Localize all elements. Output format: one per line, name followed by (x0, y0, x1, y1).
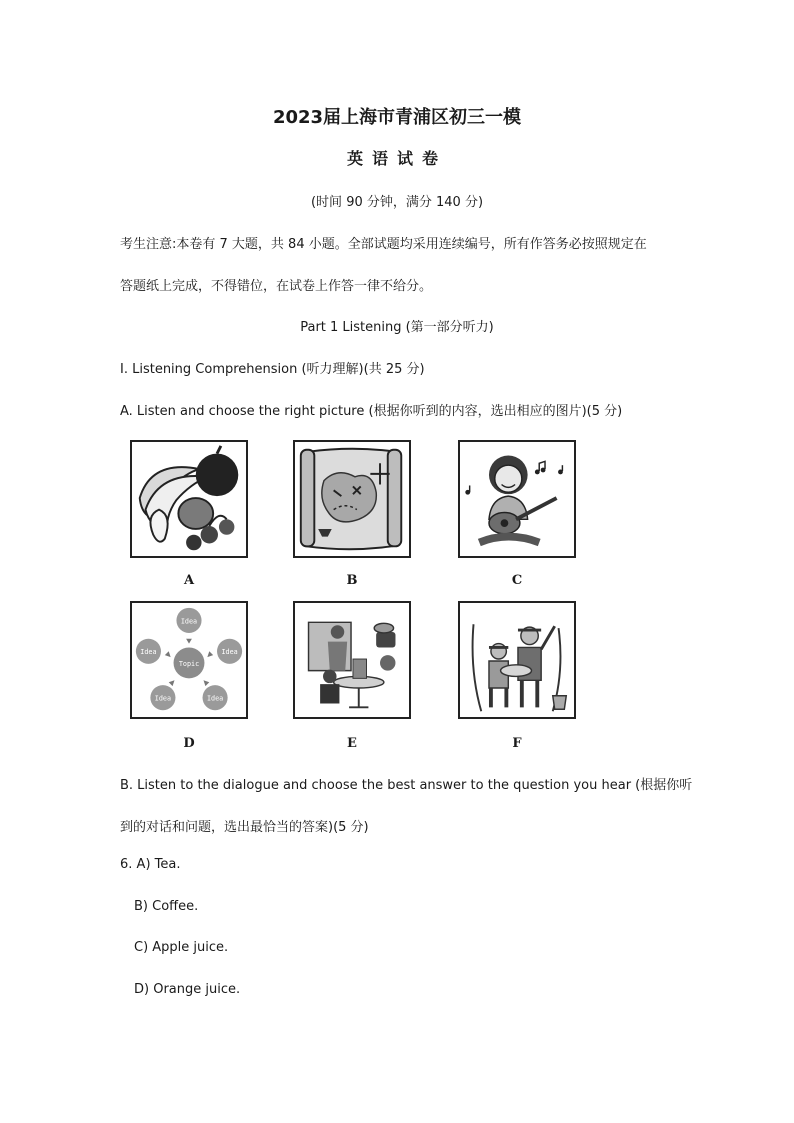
mind-map-node-text: Idea (140, 648, 157, 657)
option-d: D) Orange juice. (134, 982, 241, 997)
exam-title: 2023届上海市青浦区初三一模 (272, 107, 522, 128)
picture-f-label: F (512, 736, 522, 751)
treasure-map-icon (295, 442, 409, 556)
mind-map-node-text: Idea (154, 694, 172, 703)
section1-heading: I. Listening Comprehension (听力理解)(共 25 分) (120, 362, 425, 377)
question-6 (120, 857, 180, 872)
picture-a (130, 440, 248, 558)
mind-map-node-text: Idea (180, 617, 198, 626)
part1-heading: Part 1 Listening (第一部分听力) (300, 320, 494, 335)
sectionB-heading-line-2: 到的对话和问题，选出最恰当的答案)(5 分) (120, 820, 369, 835)
notice-line-1: 考生注意:本卷有 7 大题，共 84 小题。全部试题均采用连续编号，所有作答务必按照规定在 (120, 237, 647, 252)
option-a: A) Tea. (136, 857, 181, 872)
option-c: C) Apple juice. (134, 940, 229, 955)
picture-d-label: D (183, 736, 195, 751)
picture-c-label: C (511, 573, 523, 588)
girl-guitar-icon (460, 442, 574, 556)
time-info: (时间 90 分钟，满分 140 分) (310, 195, 484, 210)
fruits-icon (132, 442, 246, 556)
picture-a-label: A (183, 573, 195, 588)
exam-subtitle: 英语试卷 (346, 149, 447, 168)
mind-map-icon (132, 603, 246, 717)
picture-e-label: E (347, 736, 357, 751)
sectionB-heading-line-1: B. Listen to the dialogue and choose the best answer to the question you hear (根据你听 (120, 778, 693, 793)
question-number: 6. (120, 857, 133, 872)
picture-c (458, 440, 576, 558)
option-b: B) Coffee. (134, 899, 199, 914)
picture-b-label: B (346, 573, 358, 588)
picture-b (293, 440, 411, 558)
picture-d (130, 601, 248, 719)
fishing-icon (460, 603, 574, 717)
mind-map-node-text: Idea (206, 694, 224, 703)
sectionA-heading: A. Listen and choose the right picture (根据你听到的内容，选出相应的图片)(5 分) (120, 404, 623, 419)
picture-e (293, 601, 411, 719)
mind-map-node-text: Idea (221, 648, 238, 657)
picture-f (458, 601, 576, 719)
mind-map-center-text: Topic (178, 659, 200, 668)
travel-cafe-icon (295, 603, 409, 717)
notice-line-2: 答题纸上完成，不得错位，在试卷上作答一律不给分。 (120, 279, 433, 294)
